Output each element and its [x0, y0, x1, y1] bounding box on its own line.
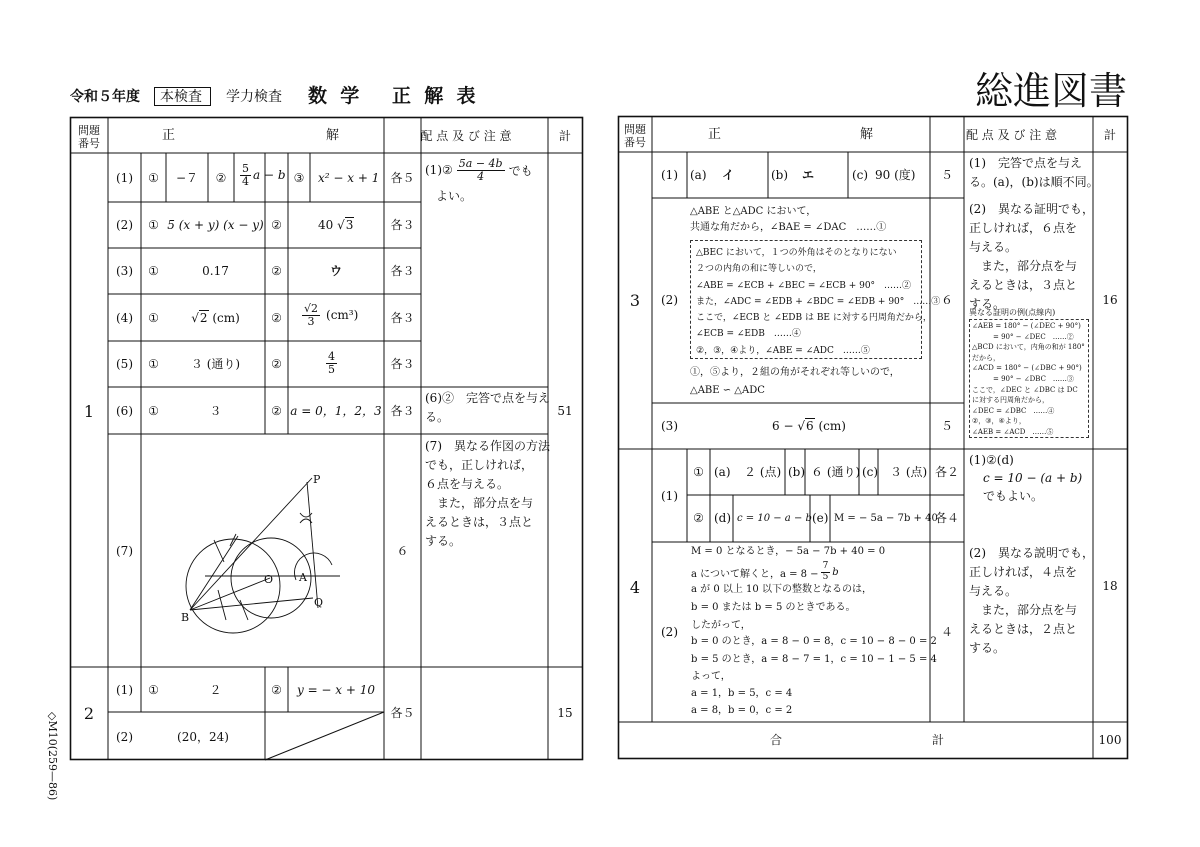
- col-notes: 配 点 及 び 注 意: [420, 129, 512, 143]
- q3-example-title: 異なる証明の例(点線内): [969, 308, 1056, 317]
- q4-1-label-e: (e): [812, 511, 829, 525]
- q1-6-n1: ①: [148, 404, 159, 418]
- q3-1-val-a: イ: [722, 168, 735, 182]
- q3-sub-2: (2): [661, 293, 678, 307]
- q3-2-proof-text: △BEC において，１つの外角はそのとなりにない ２つの内角の和に等しいので， ∠ABE = ∠ECB + ∠BEC = ∠ECB + 90° ……② また，∠ADC = ∠EDB + ∠BDC = ∠EDB + 90° ……③ ここで，∠ECB と ∠EDB は BE に対する円周角だから， ∠ECB = ∠EDB ……④ ②，③，④より，∠ABE = ∠ADC ……⑤: [696, 248, 941, 356]
- q1-6-a2: a = 0，1，2，3: [290, 404, 382, 418]
- q4-total: 18: [1102, 579, 1118, 593]
- q1-3-n1: ①: [148, 264, 159, 278]
- q4-1-val-c: ３ (点): [890, 465, 928, 479]
- q3-sub-1: (1): [661, 168, 678, 182]
- fig-label-b: B: [181, 611, 190, 624]
- grand-total-label-a: 合: [770, 733, 783, 747]
- q4-1-n2: ②: [693, 511, 704, 525]
- q2-1-n2: ②: [271, 683, 282, 697]
- col-answer-b: 解: [326, 128, 340, 143]
- q4-2-l7: b = 5 のとき，a = 8 − 7 = 1，c = 10 − 1 − 5 = 4: [691, 654, 937, 665]
- q1-1-points: 各５: [390, 171, 415, 185]
- grand-total-value: 100: [1098, 733, 1122, 747]
- q1-3-a2: ウ: [329, 264, 342, 278]
- q2-number: 2: [83, 704, 95, 723]
- q4-2-l8: よって，: [691, 671, 731, 682]
- grand-total-label-b: 計: [932, 733, 945, 747]
- q2-2-a1: (20，24): [177, 730, 229, 744]
- q1-5-a2: $\frac{4}{5}$: [328, 349, 335, 376]
- q4-2-l4: b = 0 または b = 5 のときである。: [691, 602, 856, 613]
- q1-1-n2: ②: [215, 171, 227, 185]
- q3-1-label-b: (b): [771, 168, 789, 182]
- q4-2-l3: a が 0 以上 10 以下の整数となるのは，: [691, 584, 872, 595]
- q3-note-1: (1) 完答で点を与え る。(a)，(b)は順不同。: [969, 156, 1099, 189]
- era-year: 令和５年度: [70, 89, 140, 105]
- q4-note-1-c: でもよい。: [983, 489, 1044, 503]
- q4-1-val-b: ６ (通り): [811, 465, 861, 479]
- q4-1-points-2: 各４: [934, 511, 959, 525]
- r-col-answer-b: 解: [860, 127, 874, 142]
- q4-note-2: (2) 異なる説明でも， 正しければ，４点を 与える。 また，部分点を与 えるときは，２点と する。: [969, 546, 1094, 655]
- q1-3-points: 各３: [390, 264, 415, 278]
- exam-type: 学力検査: [226, 89, 282, 105]
- q1-5-points: 各３: [390, 357, 415, 371]
- q3-sub-3: (3): [661, 419, 678, 433]
- q1-6-a1: ３: [209, 404, 222, 418]
- q3-3-points: ５: [940, 419, 953, 433]
- r-col-notes: 配 点 及 び 注 意: [965, 128, 1058, 142]
- q4-1-n1: ①: [693, 465, 704, 479]
- q4-2-l9: a = 1，b = 5，c = 4: [691, 688, 793, 699]
- q4-1-label-d: (d): [714, 511, 732, 525]
- q4-1-label-c: (c): [862, 465, 879, 479]
- fig-label-q: Q: [314, 596, 324, 609]
- q1-5-n2: ②: [271, 357, 282, 371]
- fig-label-p: P: [313, 473, 321, 486]
- q1-4-points: 各３: [390, 311, 415, 325]
- q3-note-2: (2) 異なる証明でも， 正しければ，６点を 与える。 また，部分点を与 えるときは，３点と する。: [969, 202, 1094, 311]
- q4-2-l5: したがって，: [691, 620, 751, 631]
- q1-note-3: (7) 異なる作図の方法 でも，正しければ， ６点を与える。 また，部分点を与 えるときは，３点と する。: [425, 439, 550, 548]
- q1-1-a1: −７: [175, 171, 199, 185]
- q1-5-a1: ３ (通り): [190, 357, 241, 371]
- q1-6-n2: ②: [271, 404, 282, 418]
- q1-sub-6: (6): [116, 404, 133, 418]
- q1-2-n1: ①: [148, 218, 159, 232]
- col-answer-a: 正: [162, 128, 176, 143]
- answer-table-title: 正 解 表: [392, 86, 480, 107]
- q2-sub-1: (1): [116, 683, 133, 697]
- q4-sub-2: (2): [661, 625, 678, 639]
- q4-1-label-b: (b): [788, 465, 806, 479]
- q1-note-2: (6)② 完答で点を与え る。: [425, 391, 550, 424]
- q2-1-a2: y = − x + 10: [296, 683, 376, 697]
- q4-sub-1: (1): [661, 489, 678, 503]
- subject: 数 学: [308, 86, 364, 107]
- col-q-no: 問題 番号: [78, 124, 100, 150]
- q3-2-p1: △ABE と△ADC において，: [690, 206, 817, 217]
- q1-sub-2: (2): [116, 218, 133, 232]
- q1-1-a2: $\frac{5}{4}$ a − b: [242, 161, 286, 188]
- q1-4-n2: ②: [271, 311, 282, 325]
- q1-5-n1: ①: [148, 357, 159, 371]
- q1-2-n2: ②: [271, 218, 282, 232]
- q4-2-l6: b = 0 のとき，a = 8 − 0 = 8，c = 10 − 8 − 0 = 2: [691, 636, 937, 647]
- q4-1-val-d: c = 10 − a − b: [737, 513, 812, 524]
- q3-number: 3: [629, 291, 641, 310]
- construction-figure: [186, 478, 340, 633]
- q1-3-n2: ②: [271, 264, 282, 278]
- q3-2-p4: △ABE ∽ △ADC: [690, 385, 765, 396]
- q1-sub-5: (5): [116, 357, 133, 371]
- q1-4-a2: $\frac{√2}{3}$ (cm³): [304, 301, 359, 328]
- publisher-logo: 総進図書: [975, 69, 1128, 113]
- q3-1-val-c: 90 (度): [875, 168, 916, 182]
- q3-2-points: ６: [940, 293, 953, 307]
- r-col-q-no: 問題 番号: [624, 123, 646, 149]
- q1-1-n3: ③: [293, 171, 305, 185]
- q1-sub-4: (4): [116, 311, 133, 325]
- q1-note-1-line2: よい。: [436, 189, 473, 203]
- q1-note-1: (1)② $\frac{5a - 4b}{4}$ でも: [425, 157, 533, 183]
- q1-3-a1: 0.17: [202, 264, 229, 278]
- q1-6-points: 各３: [390, 404, 415, 418]
- q1-4-a1: √2 (cm): [191, 311, 240, 325]
- q4-note-1-b: c = 10 − (a + b): [983, 471, 1083, 485]
- q3-total: 16: [1102, 293, 1118, 307]
- q1-sub-3: (3): [116, 264, 133, 278]
- q1-1-a3: x² − x + 1: [318, 171, 380, 185]
- q3-1-label-c: (c): [852, 168, 869, 182]
- q3-1-val-b: エ: [802, 168, 815, 182]
- col-total: 計: [558, 129, 571, 143]
- q1-number: 1: [83, 402, 95, 421]
- q1-2-points: 各３: [390, 218, 415, 232]
- q4-2-points: ４: [940, 625, 953, 639]
- q2-total: 15: [557, 706, 573, 720]
- q1-1-n1: ①: [148, 171, 159, 185]
- q4-2-l10: a = 8，b = 0，c = 2: [691, 705, 793, 716]
- q1-2-a2: 40 √3: [318, 218, 354, 232]
- q4-1-val-a: ２ (点): [744, 465, 782, 479]
- r-col-answer-a: 正: [708, 127, 722, 142]
- q3-3-answer: 6 − √6 (cm): [772, 419, 846, 433]
- q4-2-l2: a について解くと，a = 8 − $\frac{7}{5}$ b: [691, 561, 839, 582]
- q1-7-points: ６: [396, 544, 409, 558]
- q2-1-a1: ２: [209, 683, 222, 697]
- q2-points: 各５: [390, 706, 415, 720]
- q1-total: 51: [557, 404, 573, 418]
- q3-example-text: ∠AEB = 180° − (∠DEC + 90°) = 90° − ∠DEC ……② △BCD において，内角の和が 180° だから， ∠ACD = 180° − (∠DBC + 90°) = 90° − ∠DBC ……③ ここで，∠DEC と ∠DBC は DC に対する円周角だから， ∠DEC = ∠DBC ……④ ②，③，④より， ∠AEB = ∠ACD ……⑤: [972, 322, 1085, 436]
- q1-2-a1: 5 (x + y) (x − y): [167, 218, 264, 232]
- q3-2-p3: ①，⑤より，２組の角がそれぞれ等しいので，: [690, 367, 900, 378]
- q4-1-points-1: 各２: [934, 465, 959, 479]
- q4-2-l1: M = 0 となるとき，− 5a − 7b + 40 = 0: [691, 546, 886, 557]
- q4-1-val-e: M = − 5a − 7b + 40: [834, 513, 938, 524]
- q3-1-points: ５: [940, 168, 953, 182]
- q2-1-n1: ①: [148, 683, 159, 697]
- fig-label-a: A: [299, 571, 307, 584]
- q4-number: 4: [629, 578, 641, 597]
- r-col-total: 計: [1103, 128, 1116, 142]
- q4-1-label-a: (a): [714, 465, 731, 479]
- q1-sub-7: (7): [116, 544, 133, 558]
- q3-2-p2: 共通な角だから，∠BAE = ∠DAC ……①: [690, 222, 887, 233]
- q1-sub-1: (1): [116, 171, 133, 185]
- q4-note-1-a: (1)②(d): [969, 453, 1014, 467]
- fig-label-o: O: [264, 573, 274, 586]
- q2-sub-2: (2): [116, 730, 133, 744]
- q3-1-label-a: (a): [690, 168, 707, 182]
- side-code: ◇M10(259—86): [46, 712, 59, 801]
- exam-box-label: 本検査: [160, 89, 202, 105]
- q1-4-n1: ①: [148, 311, 159, 325]
